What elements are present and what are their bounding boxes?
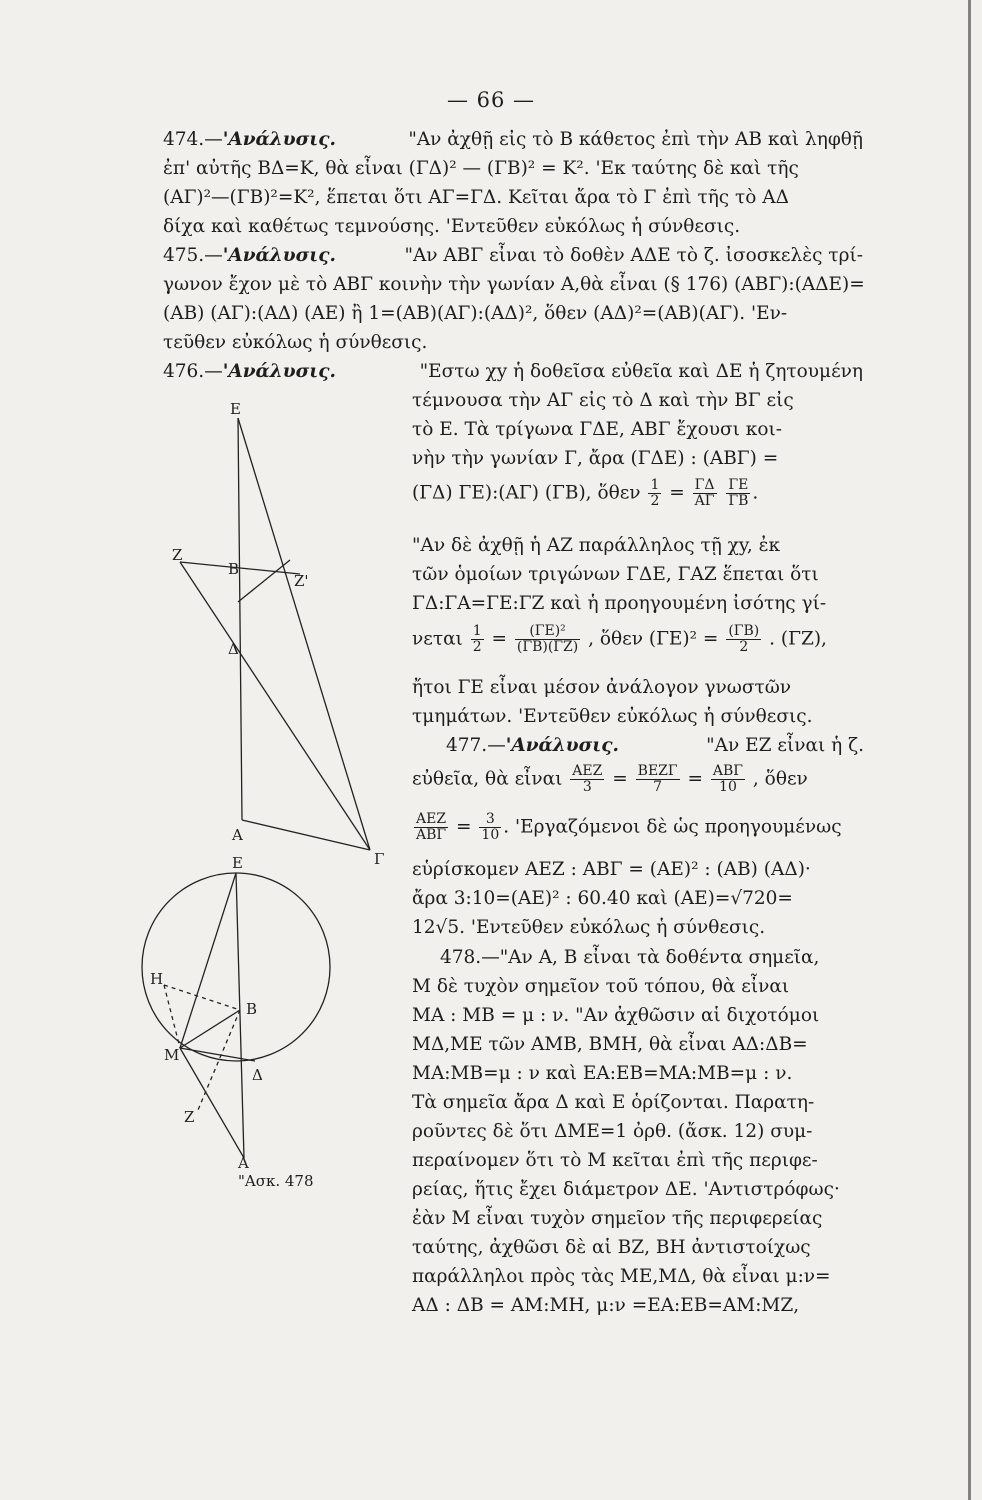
text-line: 477.—'Ανάλυσις. "Αν ΕΖ εἶναι ἡ ζ. [446, 735, 864, 756]
figure-line [164, 985, 240, 1010]
figure-label: Β [246, 1000, 258, 1018]
text-line: 12√5. 'Εντεῦθεν εὐκόλως ἡ σύνθεσις. [412, 917, 766, 938]
text-line: ἤτοι ΓΕ εἶναι μέσον ἀνάλογον γνωστῶν [412, 677, 792, 698]
text-line: ἐπ' αὐτῆς ΒΔ=Κ, θὰ εἶναι (ΓΔ)² — (ΓΒ)² = Κ². 'Εκ ταύτης δὲ καὶ τῆς [163, 158, 799, 179]
text-line: ΓΔ:ΓΑ=ΓΕ:ΓΖ καὶ ἡ προηγουμένη ἰσότης γί- [412, 593, 827, 614]
figure-line [180, 873, 236, 1048]
fraction: $\frac{\Gamma\Delta}{A\Gamma}$ [694, 477, 715, 509]
text-line: περαίνομεν ὅτι τὸ Μ κεῖται ἐπὶ τῆς περιφε- [412, 1150, 818, 1171]
text-line: τεῦθεν εὐκόλως ἡ σύνθεσις. [163, 332, 428, 353]
figure-line [164, 985, 180, 1048]
problem-number: 474.— [163, 129, 223, 150]
text-line: ἐὰν Μ εἶναι τυχὸν σημεῖον τῆς περιφερείας [412, 1208, 823, 1229]
text-line: 478.—"Αν Α, Β εἶναι τὰ δοθέντα σημεῖα, [440, 947, 820, 968]
figure-line [180, 1010, 240, 1048]
text-line: (ΑΓ)²—(ΓΒ)²=Κ², ἕπεται ὅτι ΑΓ=ΓΔ. Κεῖται ἄρα τὸ Γ ἐπὶ τῆς τὸ ΑΔ [163, 187, 790, 208]
text-line: δίχα καὶ καθέτως τεμνούσης. 'Εντεῦθεν εὐκόλως ἡ σύνθεσις. [163, 216, 741, 237]
text-line: γωνον ἔχον μὲ τὸ ΑΒΓ κοινὴν τὴν γωνίαν Α,θὰ εἶναι (§ 176) (ΑΒΓ):(ΑΔΕ)= [163, 274, 865, 295]
text-line: τὸ Ε. Τὰ τρίγωνα ΓΔΕ, ΑΒΓ ἔχουσι κοι- [412, 419, 782, 440]
text-line: ΜΑ : ΜΒ = μ : ν. "Αν ἀχθῶσιν αἱ διχοτόμοι [412, 1005, 820, 1026]
text-line: Μ δὲ τυχὸν σημεῖον τοῦ τόπου, θὰ εἶναι [412, 976, 790, 997]
figure-circle [142, 873, 330, 1061]
figure-line [236, 873, 244, 1158]
text-line: παράλληλοι πρὸς τὰς ΜΕ,ΜΔ, θὰ εἶναι μ:ν= [412, 1266, 831, 1287]
text-line: τῶν ὁμοίων τριγώνων ΓΔΕ, ΓΑΖ ἕπεται ὅτι [412, 564, 819, 585]
problem-number: 475.— [163, 245, 223, 266]
problem-number: 476.— [163, 361, 223, 382]
fraction: $\frac{\Gamma E}{\Gamma B}$ [728, 477, 749, 509]
figure-caption: "Ασκ. 478 [238, 1172, 314, 1190]
figure-label: Ζ [184, 1108, 195, 1126]
formula-line: εὐθεῖα, θὰ εἶναι ΑΕΖ 3 = ΒΕΖΓ 7 = ΑΒΓ 10 , ὅθεν [412, 763, 808, 795]
figure-label: Α [232, 826, 243, 844]
figure-line [238, 560, 290, 602]
figure-label: Δ [228, 640, 239, 658]
figure-label: Ε [232, 854, 243, 872]
fraction: $\frac{(\Gamma B)}{2}$ [728, 623, 760, 655]
text-line: ΜΔ,ΜΕ τῶν ΑΜΒ, ΒΜΗ, θὰ εἶναι ΑΔ:ΔΒ= [412, 1034, 808, 1055]
figure-label: Γ [374, 850, 385, 868]
text-line: "Αν δὲ ἀχθῇ ἡ ΑΖ παράλληλος τῇ χy, ἐκ [412, 535, 781, 556]
heading-analysis: 'Ανάλυσις. [222, 245, 336, 266]
heading-analysis: 'Ανάλυσις. [222, 361, 336, 382]
figure-line [238, 418, 242, 820]
text-line: (ΑΒ) (ΑΓ):(ΑΔ) (ΑΕ) ἢ 1=(ΑΒ)(ΑΓ):(ΑΔ)², ὅθεν (ΑΔ)²=(ΑΒ)(ΑΓ). 'Εν- [163, 303, 788, 324]
fraction: ΑΕΖ 3 [572, 763, 603, 795]
heading-analysis: 'Ανάλυσις. [505, 735, 619, 756]
text-line: ΑΔ : ΔΒ = ΑΜ:ΜΗ, μ:ν =ΕΑ:ΕΒ=ΑΜ:ΜΖ, [412, 1295, 800, 1316]
formula-line: νεται $\frac{1}{2}$ = $\frac{\text{(ΓΕ)²}}{(\Gamma B)(\Gamma Z)}$ , ὅθεν (ΓΕ)² = $\frac{(\Gamma B)}{2}$ . (ΓΖ), [412, 623, 827, 655]
figure-label: Ε [230, 400, 241, 418]
fraction: ΑΕΖ ΑΒΓ [416, 811, 447, 843]
page-number: — 66 — [446, 88, 536, 112]
text-line: νὴν τὴν γωνίαν Γ, ἄρα (ΓΔΕ) : (ΑΒΓ) = [412, 448, 779, 469]
text-line: 474.—'Ανάλυσις. "Αν ἀχθῇ εἰς τὸ Β κάθετος ἐπὶ τὴν ΑΒ καὶ ληφθῇ [163, 129, 863, 150]
text-line: ταύτης, ἀχθῶσι δὲ αἱ ΒΖ, ΒΗ ἀντιστοίχως [412, 1237, 811, 1258]
fraction: ΑΒΓ 10 [712, 763, 744, 795]
figure-line [180, 562, 370, 850]
problem-number: 477.— [446, 735, 506, 756]
text-line: ρείας, ἥτις ἔχει διάμετρον ΔΕ. 'Αντιστρόφως· [412, 1179, 840, 1200]
text-line: 476.—'Ανάλυσις. "Εστω χy ἡ δοθεῖσα εὐθεῖα καὶ ΔΕ ἡ ζητουμένη [163, 361, 863, 382]
figure-label: Ζ [172, 546, 183, 564]
fraction: $\frac{3}{10}$ [481, 811, 500, 843]
text-line: Τὰ σημεῖα ἄρα Δ καὶ Ε ὁρίζονται. Παρατη- [412, 1092, 815, 1113]
formula-line: ΑΕΖ ΑΒΓ = $\frac{3}{10}$ . 'Εργαζόμενοι δὲ ὡς προηγουμένως [416, 811, 842, 843]
figure-line [238, 418, 370, 850]
fraction: ΒΕΖΓ 7 [637, 763, 678, 795]
figure-label: Μ [164, 1046, 180, 1064]
text-line: ἄρα 3:10=(ΑΕ)² : 60.40 καὶ (ΑΕ)=√720= [412, 888, 793, 909]
fraction: $\frac{1}{2}$ [472, 623, 482, 655]
text-line: ροῦντες δὲ ὅτι ΔΜΕ=1 ὀρθ. (ἄσκ. 12) συμ- [412, 1121, 813, 1142]
text-line: τμημάτων. 'Εντεῦθεν εὐκόλως ἡ σύνθεσις. [412, 706, 813, 727]
text-line: ΜΑ:ΜΒ=μ : ν καὶ ΕΑ:ΕΒ=ΜΑ:ΜΒ=μ : ν. [412, 1063, 793, 1084]
figure-478 [142, 873, 330, 1158]
figure-line [242, 820, 370, 850]
formula-line: (ΓΔ) ΓΕ):(ΑΓ) (ΓΒ), ὅθεν $\frac{1}{2}$ = $\frac{\Gamma\Delta}{A\Gamma}$ $\frac{\Gamma E}{\Gamma B}$ . [412, 477, 759, 509]
heading-analysis: 'Ανάλυσις. [222, 129, 336, 150]
fraction: $\frac{\text{(ΓΕ)²}}{(\Gamma B)(\Gamma Z)}$ [516, 623, 579, 655]
figure-label: Β [228, 560, 240, 578]
figure-line [180, 1048, 244, 1158]
figure-label: Η [150, 970, 164, 988]
text-line: εὑρίσκομεν ΑΕΖ : ΑΒΓ = (ΑΕ)² : (ΑΒ) (ΑΔ)· [412, 859, 811, 880]
fraction: $\frac{1}{2}$ [650, 477, 660, 509]
figure-label: Α [238, 1154, 249, 1172]
text-line: τέμνουσα τὴν ΑΓ εἰς τὸ Δ καὶ τὴν ΒΓ εἰς [412, 390, 794, 411]
text-line: 475.—'Ανάλυσις. "Αν ΑΒΓ εἶναι τὸ δοθὲν ΑΔΕ τὸ ζ. ἰσοσκελὲς τρί- [163, 245, 863, 266]
figure-label: Δ [252, 1066, 263, 1084]
figure-label: Ζ' [294, 572, 309, 590]
